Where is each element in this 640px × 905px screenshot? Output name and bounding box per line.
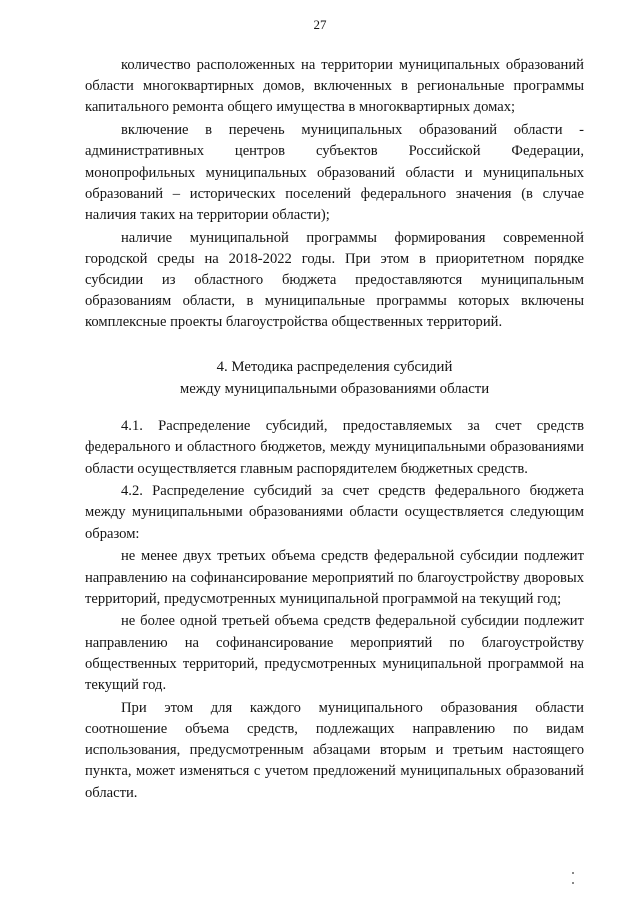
paragraph: 4.2. Распределение субсидий за счет средств федерального бюджета между муниципальными образованиями области осуществляется следующим образом: bbox=[85, 483, 584, 542]
section-heading bbox=[85, 356, 584, 400]
paragraph: не менее двух третьих объема средств федеральной субсидии подлежит направлению на софинансирование мероприятий по благоустройству дворовых территорий, предусмотренных муниципальной программой на текущий год; bbox=[85, 548, 584, 607]
paragraph: 4.1. Распределение субсидий, предоставляемых за счет средств федерального и областного бюджетов, между муниципальными образованиями области осуществляется главным распорядителем бюджетных средств. bbox=[85, 418, 584, 477]
paragraph: включение в перечень муниципальных образований области - административных центров субъектов Российской Федерации, монопрофильных муниципальных образований области и муниципальных образований – исторических поселений федерального значения (в случае наличия таких на территории области); bbox=[85, 122, 584, 223]
section-heading-line2: между муниципальными образованиями области bbox=[179, 381, 490, 398]
scan-dot bbox=[572, 872, 574, 874]
page-number: 27 bbox=[313, 17, 327, 32]
paragraph: не более одной третьей объема средств федеральной субсидии подлежит направлению на софинансирование мероприятий по благоустройству общественных территорий, предусмотренных муниципальной программой на текущий год. bbox=[85, 613, 584, 694]
paragraph: наличие муниципальной программы формирования современной городской среды на 2018-2022 годы. При этом в приоритетном порядке субсидии из областного бюджета предоставляются муниципальным образованиям области, в муниципальные программы которых включены комплексные проекты благоустройства общественных территорий. bbox=[85, 229, 584, 331]
paragraph: количество расположенных на территории муниципальных образований области многоквартирных домов, включенных в региональные программы капитального ремонта общего имущества в многоквартирных домах; bbox=[85, 57, 584, 116]
section-heading-line1: 4. Методика распределения субсидий bbox=[216, 359, 453, 376]
scan-dot bbox=[572, 882, 574, 884]
paragraph: При этом для каждого муниципального образования области соотношение объема средств, подлежащих направлению по видам использования, предусмотренным абзацами вторым и третьим настоящего пункта, может изменяться с учетом предложений муниципальных образований области. bbox=[85, 699, 584, 801]
document-body bbox=[85, 55, 584, 805]
